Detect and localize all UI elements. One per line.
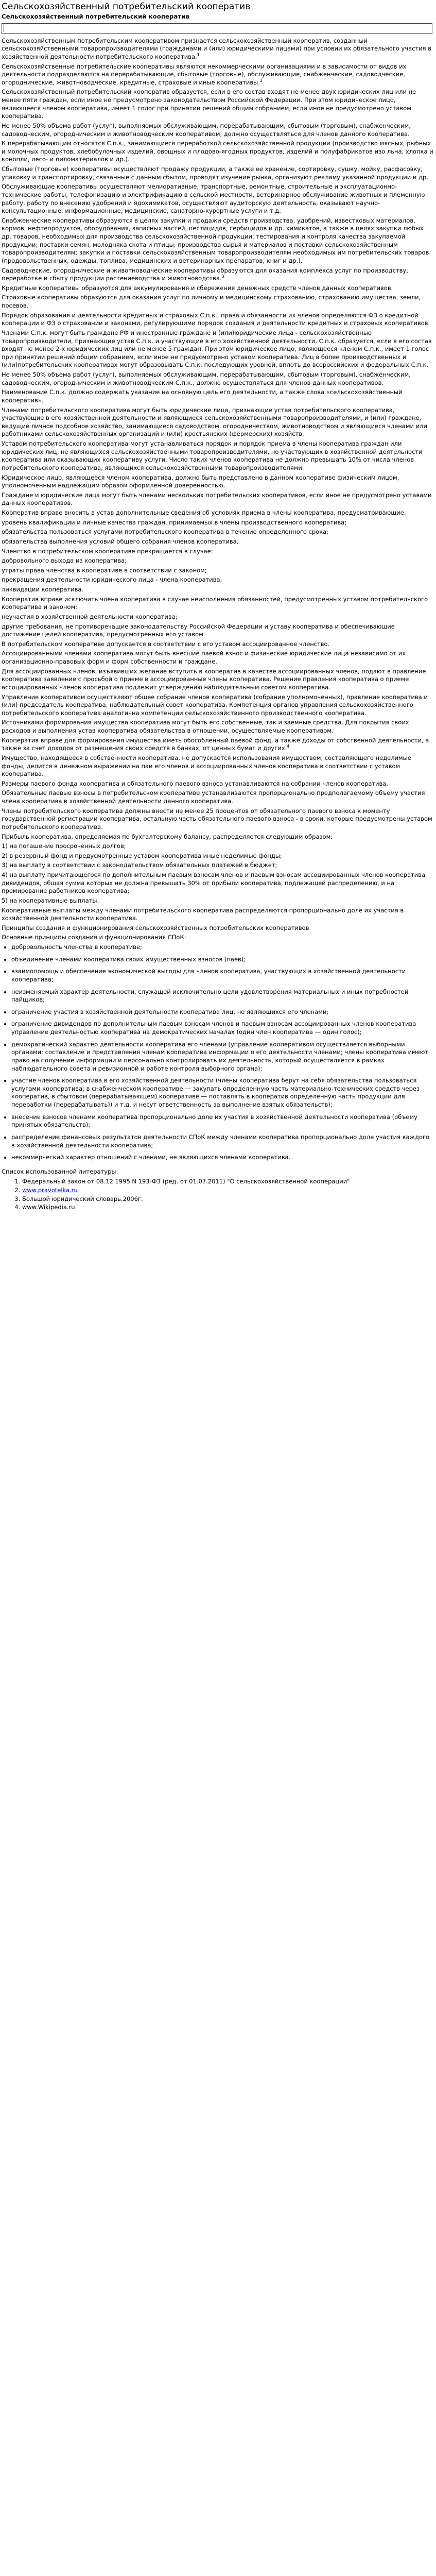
paragraph-text: 4) на выплату причитающегося по дополнительным паевым взносам членов и паевым взносам ассоциированных членов кооператива дивидендов, общая сумма которых не должна превышать 30% от прибыли кооператива, подлежащей распределению, и на премирование работников кооператива; <box>2 871 426 895</box>
paragraph-text: прекращения деятельности юридического лица - члена кооператива; <box>2 576 222 584</box>
paragraph-text: 2) в резервный фонд и предусмотренные уставом кооператива иные неделимые фонды; <box>2 852 282 859</box>
footnote-marker: 1 <box>197 53 200 58</box>
paragraph <box>2 907 434 923</box>
paragraph <box>2 183 434 215</box>
paragraph-text: утраты права членства в кооперативе в соответствии с законом; <box>2 566 207 574</box>
paragraph <box>2 871 434 895</box>
paragraph-text: Сбытовые (торговые) кооперативы осуществляют продажу продукции, а также ее хранение, сортировку, сушку, мойку, расфасовку, упаковку и транспортировку, связанные с данным сбытом, проводят изучение рынка, организуют рекламу указанной продукции и др. <box>2 165 428 181</box>
paragraph <box>2 140 434 164</box>
paragraph-text: Принципы создания и функционирования сельскохозяйственных потребительских кооперативов <box>2 924 309 931</box>
paragraph-text: Не менее 50% объема работ (услуг), выполняемых обслуживающим, перерабатывающим, сбытовым (торговым), снабженческим, садоводческим, огородническим и животноводческим кооперативом, должно осуществляться для членов данного кооператива. <box>2 122 411 138</box>
paragraph <box>2 492 434 507</box>
paragraph-text: обязательства выполнения условий общего собрания членов кооператива. <box>2 537 239 545</box>
paragraph <box>2 557 434 565</box>
paragraph <box>2 509 434 517</box>
footnote-marker: 2 <box>259 78 263 83</box>
paragraph <box>2 528 434 536</box>
paragraph-text: Кооператив вправе исключить члена кооператива в случае неисполнения обязанностей, предусмотренных уставом потребительского кооператива и законом; <box>2 595 428 611</box>
paragraph-text: ликвидации кооператива. <box>2 586 84 593</box>
paragraph <box>2 861 434 870</box>
paragraph-text: Основные принципы создания и функционирования СПоК: <box>2 934 186 941</box>
paragraph-text: Членами С.п.к. могут быть граждане РФ и иностранные граждане и (или)юридические лица - сельскохозяйственные товаропроизводители, признающие устав С.п.к. и участвующие в его хозяйственной деятельности. С.п.к. образуется, если в его состав входят не менее 2-х юридических лиц или не менее 5 граждан. При этом юридическое лицо, являющееся членом С.п.к., имеет 1 голос при принятии решений общим собранием, если иное не предусмотрено уставом кооператива. Лиц в более производственных и (или)потребительских кооперативах могут образовывать С.п.к. последующих уровней, вплоть до всероссийских и федеральных С.п.к. <box>2 329 432 369</box>
paragraph <box>2 924 434 933</box>
reference-text: Федеральный закон от 08.12.1995 N 193-ФЗ (ред. от 01.07.2011) "О сельскохозяйственной кооперации" <box>22 1178 350 1185</box>
paragraph-text: Размеры паевого фонда кооператива и обязательного паевого взноса устанавливаются на собрании членов кооператива. <box>2 779 389 787</box>
paragraph-text: Снабженческие кооперативы образуются в целях закупки и продажи средств производства, удобрений, известковых материалов, кормов, нефтепродуктов, оборудования, запасных частей, пестицидов, гербицидов и др. химикатов, а также в целях закупки любых др. товаров, необходимых для производства сельскохозяйственной продукции; тестирования и контроля качества закупаемой продукции; поставки семян, молодняка скота и птицы; производства сырья и материалов и поставки сельскохозяйственным товаропроизводителям; закупки и поставки сельскохозяйственным товаропроизводителям необходимых им потребительских товаров (продовольственных, одежды, топлива, медицинских и ветеринарных препаратов, книг и др.). <box>2 216 429 264</box>
paragraph <box>2 548 434 556</box>
document-page <box>0 0 436 1217</box>
paragraph <box>2 693 434 718</box>
paragraph <box>2 165 434 181</box>
paragraph-text: Граждане и юридические лица могут быть членами нескольких потребительских кооперативов, если иное не предусмотрено уставами данных кооперативов. <box>2 491 432 507</box>
paragraph <box>2 267 434 283</box>
reference-item <box>22 1195 434 1204</box>
paragraph-text: Членами потребительского кооператива могут быть юридические лица, признающие устав потребительского кооператива, участвующие в его хозяйственной деятельности и являющиеся сельскохозяйственными товаропроизводителями, и (или) граждане, ведущие личное подсобное хозяйство, занимающиеся садоводством, огородничеством, животноводством и являющиеся членами или работниками сельскохозяйственных организаций и (или) крестьянских (фермерских) хозяйств. <box>2 406 427 438</box>
paragraph <box>2 754 434 778</box>
principle-item: • некоммерческий характер отношений с членами, не являющихся членами кооператива. <box>11 1154 434 1162</box>
paragraph <box>2 807 434 832</box>
paragraph-text: Источниками формирования имущества кооператива могут быть его собственные, так и заемные средства. Для покрытия своих расходов и выполнения устав кооператива обязательства в отношении, осуществляемые кооперативом. <box>2 719 409 734</box>
paragraph-text: Члены потребительского кооператива должны внести не менее 25 процентов от обязательного паевого взноса к моменту государственной регистрации кооператива, остальную часть обязательного паевого взноса - в сроки, которые предусмотрены уставом потребительского кооператива. <box>2 807 432 831</box>
paragraph <box>2 567 434 575</box>
paragraph-text: Кооператив вправе для формирования имущества иметь обособленный паевой фонд, а также доходы от собственной деятельности, а также за счет доходов от размещения своих средств в банках, от ценных бумаг и других. <box>2 736 429 752</box>
paragraph-text: Сельскохозяйственным потребительским кооперативом признается сельскохозяйственный кооператив, созданный сельскохозяйственными товаропроизводителями (гражданами и (или) юридическими лицами) при условии их обязательного участия в хозяйственной деятельности потребительского кооператива. <box>2 37 432 60</box>
page-title: Сельскохозяйственный потребительский кооператив <box>2 2 251 12</box>
principle-item: • внесение взносов членами кооператива пропорционально доле их участия в хозяйственной деятельности кооператива (объему принятых обязательств); <box>11 1113 434 1129</box>
principle-item: • добровольность членства в кооперативе; <box>11 943 434 952</box>
paragraph <box>2 294 434 310</box>
paragraph <box>2 329 434 369</box>
paragraph <box>2 538 434 546</box>
paragraph <box>2 934 434 942</box>
paragraph <box>2 88 434 121</box>
paragraph <box>2 371 434 387</box>
reference-item <box>22 1178 434 1186</box>
paragraph <box>2 596 434 612</box>
paragraph <box>2 63 434 87</box>
paragraph-text: Уставом потребительского кооператива могут устанавливаться порядок и порядок приема в члены кооператива граждан или юридических лиц, не являющихся сельскохозяйственными товаропроизводителями, но участвующих в хозяйственной деятельности кооператива или оказывающих кооперативу услуги. Число таких членов кооператива не должно превышать 10% от числа членов потребительского кооператива, являющихся сельскохозяйственными товаропроизводителями. <box>2 440 423 471</box>
paragraph <box>2 640 434 649</box>
paragraph-text: добровольного выхода из кооператива; <box>2 557 127 565</box>
paragraph <box>2 406 434 439</box>
references-list <box>2 1178 434 1212</box>
paragraph <box>2 388 434 404</box>
paragraph <box>2 668 434 692</box>
reference-text: www.Wikipedia.ru <box>22 1204 75 1211</box>
footnote-marker: 4 <box>287 744 290 749</box>
paragraph <box>2 897 434 905</box>
principle-item: • взаимопомощь и обеспечение экономической выгоды для членов кооператива, участвующих в хозяйственной деятельности кооператива; <box>11 968 434 984</box>
paragraph-text: Обязательные паевые взносы в потребительском кооперативе устанавливаются пропорционально предполагаемому объему участия члена кооператива в хозяйственной деятельности данного кооператива. <box>2 789 425 805</box>
references-title: Список использованной литературы: <box>2 1167 118 1175</box>
document-body <box>2 37 434 942</box>
paragraph <box>2 650 434 666</box>
principles-list <box>2 943 434 1162</box>
paragraph <box>2 586 434 594</box>
paragraph-text: В потребительском кооперативе допускается в соответствии с его уставом ассоциированное членство. <box>2 640 330 648</box>
document-subtitle: Сельскохозяйственный потребительский кооператив <box>2 13 190 20</box>
paragraph-text: Обслуживающие кооперативы осуществляют мелиоративные, транспортные, ремонтные, строительные и эксплуатационно-технические работы, телефонизацию и электрификацию в сельской местности, ветеринарное обслуживание животных и племенную работу, работу по внесению удобрений и ядохимикатов, осуществляют аудиторскую деятельность, оказывают научно-консультационные, информационные, медицинские, санаторно-курортные услуги и т.д. <box>2 183 425 215</box>
reference-item <box>22 1204 434 1212</box>
text-input-box[interactable] <box>2 23 432 34</box>
paragraph-text: уровень квалификации и личные качества граждан, принимаемых в члены производственного кооператива; <box>2 518 347 526</box>
paragraph-text: 5) на кооперативные выплаты. <box>2 896 99 904</box>
paragraph-text: Сельскохозяйственный потребительский кооператив образуется, если в его состав входят не менее двух юридических лиц или не менее пяти граждан, если иное не предусмотрено законодательством Российской Федерации. При этом юридическое лицо, являющееся членом кооператива, имеет 1 голос при принятии решений общим собранием, если иное не предусмотрено уставом кооператива. <box>2 88 416 120</box>
paragraph-text: неучастия в хозяйственной деятельности кооператива; <box>2 613 178 620</box>
paragraph-text: обязательства пользоваться услугами потребительского кооператива в течение определенного срока; <box>2 528 329 536</box>
paragraph-text: Ассоциированными членами кооператива могут быть внесшие паевой взнос и физические юридические лица независимо от их организационно-правовых форм и форм собственности и граждане. <box>2 650 406 665</box>
paragraph <box>2 780 434 788</box>
paragraph-text: Кредитные кооперативы образуются для аккумулирования и сбережения денежных средств членов данных кооперативов. <box>2 284 393 292</box>
paragraph-text: Страховые кооперативы образуются для оказания услуг по личному и медицинскому страхованию, страхованию имущества, земли, посевов. <box>2 294 421 309</box>
principle-item: • объединение членами кооператива своих имущественных взносов (паев); <box>11 956 434 964</box>
paragraph-text: 1) на погашение просроченных долгов; <box>2 842 126 850</box>
paragraph <box>2 519 434 527</box>
paragraph <box>2 737 434 753</box>
paragraph <box>2 440 434 472</box>
paragraph-text: Сельскохозяйственные потребительские кооперативы являются некоммерческими организациями и в зависимости от видов их деятельности подразделяются на перерабатывающие, сбытовые (торговые), обслуживающие, снабженческие, садоводческие, огороднические, животноводческие, кредитные, страховые и иные кооперативы. <box>2 62 407 86</box>
principle-item: • неизменяемый характер деятельности, служащей исключительно цели удовлетворения материальных и иных потребностей пайщиков; <box>11 988 434 1004</box>
reference-text: Большой юридический словарь.2006г. <box>22 1195 143 1202</box>
principle-item: • распределение финансовых результатов деятельности СПоК между членами кооператива пропорционально доле участия каждого в хозяйственной деятельности кооператива; <box>11 1133 434 1149</box>
paragraph-text: Имущество, находящееся в собственности кооператива, не допускается использования имуществом, составляющего неделимые фонды, делится в денежном выражении на паи его членов и ассоциированных членов кооператива в соответствии с уставом кооператива. <box>2 754 411 778</box>
paragraph <box>2 833 434 841</box>
paragraph-text: Порядок образования и деятельности кредитных и страховых С.п.к., права и обязанности их членов определяются ФЗ о кредитной кооперации и ФЗ о страховании и законами, регулирующими порядок создания и деятельности кредитных и страховых кооперативов. <box>2 311 430 327</box>
paragraph-text: Для ассоциированных членов, изъявивших желание вступить в кооператив в качестве ассоциированных членов, подают в правление кооператива заявление с просьбой о приеме в ассоциированные члены кооператива. Решение правления кооператива о приеме ассоциированных членов кооператива подлежит утверждению наблюдательным советом кооператива. <box>2 667 426 691</box>
paragraph <box>2 474 434 490</box>
paragraph-text: Членство в потребительском кооперативе прекращается в случае: <box>2 547 213 555</box>
paragraph <box>2 576 434 584</box>
principle-item: • демократический характер деятельности кооператива его членами (управление кооперативом осуществляется выборными органами; составление и представления членам кооператива информации о его деятельности членами; члены кооператива имеют право на получение информации и персонально контролировать их деятельность, который осуществляется в рамках наблюдательного совета и ревизионной и работе контроля выборного органа); <box>11 1041 434 1073</box>
paragraph <box>2 284 434 293</box>
paragraph <box>2 623 434 639</box>
paragraph-text: Не менее 50% объема работ (услуг), выполняемых обслуживающим, перерабатывающим, сбытовым (торговым), снабженческим, садоводческим, огородническим и животноводческим С.п.к., должно осуществляться для членов данных кооперативов. <box>2 371 411 386</box>
paragraph <box>2 789 434 805</box>
paragraph <box>2 842 434 851</box>
reference-item <box>22 1187 434 1195</box>
footnote-marker: 3 <box>221 274 224 279</box>
paragraph-text: Кооператив вправе вносить в устав дополнительные сведения об условиях приема в члены кооператива, предусматривающие: <box>2 509 406 516</box>
paragraph-text: Прибыль кооператива, определяемая по бухгалтерскому балансу, распределяется следующим образом: <box>2 833 333 840</box>
paragraph <box>2 122 434 138</box>
paragraph-text: К перерабатывающим относятся С.п.к., занимающиеся переработкой сельскохозяйственной продукции (производство мясных, рыбных и молочных продуктов, хлебобулочных изделий, овощных и плодово-ягодных продуктов, изделий и полуфабрикатов изо льна, хлопка и конопли, лесо- и пиломатериалов и др.). <box>2 140 433 163</box>
paragraph-text: Юридическое лицо, являющееся членом кооператива, должно быть представлено в данном кооперативе физическим лицом, уполномоченным надлежащим образом оформленной доверенностью. <box>2 473 399 489</box>
paragraph <box>2 852 434 860</box>
reference-link[interactable]: www.pravotelka.ru <box>22 1187 78 1194</box>
paragraph-text: другие требования, не противоречащие законодательству Российской Федерации и уставу кооператива и обеспечивающие достижение целей кооператива, предусмотренных его уставом. <box>2 622 395 638</box>
paragraph <box>2 719 434 735</box>
paragraph <box>2 312 434 328</box>
paragraph <box>2 37 434 61</box>
principle-item: • участие членов кооператива в его хозяйственной деятельности (члены кооператива берут на себя обязательства пользоваться услугами кооператива; в снабженческом кооперативе — закупать определенную часть материально-технических средств через кооператив, в сбытовом (перерабатывающем) кооперативе — поставлять в кооператив определенную часть продукции для переработки (перерабатывать)) и т.д. и несут ответственность за выполнение взятых обязательств); <box>11 1077 434 1109</box>
paragraph-text: 3) на выплату в соответствии с законодательством обязательных платежей в бюджет; <box>2 861 277 869</box>
principle-item: • ограничение участия в хозяйственной деятельности кооператива лиц, не являющихся его членами; <box>11 1008 434 1016</box>
paragraph-text: Садоводческие, огороднические и животноводческие кооперативы образуются для оказания комплекса услуг по производству, переработке и сбыту продукции растениеводства и животноводства. <box>2 266 408 282</box>
paragraph-text: Управление кооперативом осуществляют общее собрание членов кооператива (собрание уполномоченных), правление кооператива и (или) председатель кооператива, наблюдательный совет кооператива. Компетенция органов управления сельскохозяйственного потребительского кооператива аналогична компетенции сельскохозяйственного производственного кооператива. <box>2 693 428 717</box>
paragraph-text: Кооперативные выплаты между членами потребительского кооператива распределяются пропорционально доле их участия в хозяйственной деятельности кооператива. <box>2 906 404 922</box>
paragraph-text: Наименование С.п.к. должно содержать указание на основную цель его деятельности, а также слова «сельскохозяйственный кооператив». <box>2 388 403 404</box>
principle-item: • ограничение дивидендов по дополнительным паевым взносам членов и паевым взносам ассоциированных членов кооператива управление деятельностью кооператива на демократических началах (один член кооператива — один голос); <box>11 1020 434 1036</box>
paragraph <box>2 217 434 265</box>
paragraph <box>2 613 434 621</box>
